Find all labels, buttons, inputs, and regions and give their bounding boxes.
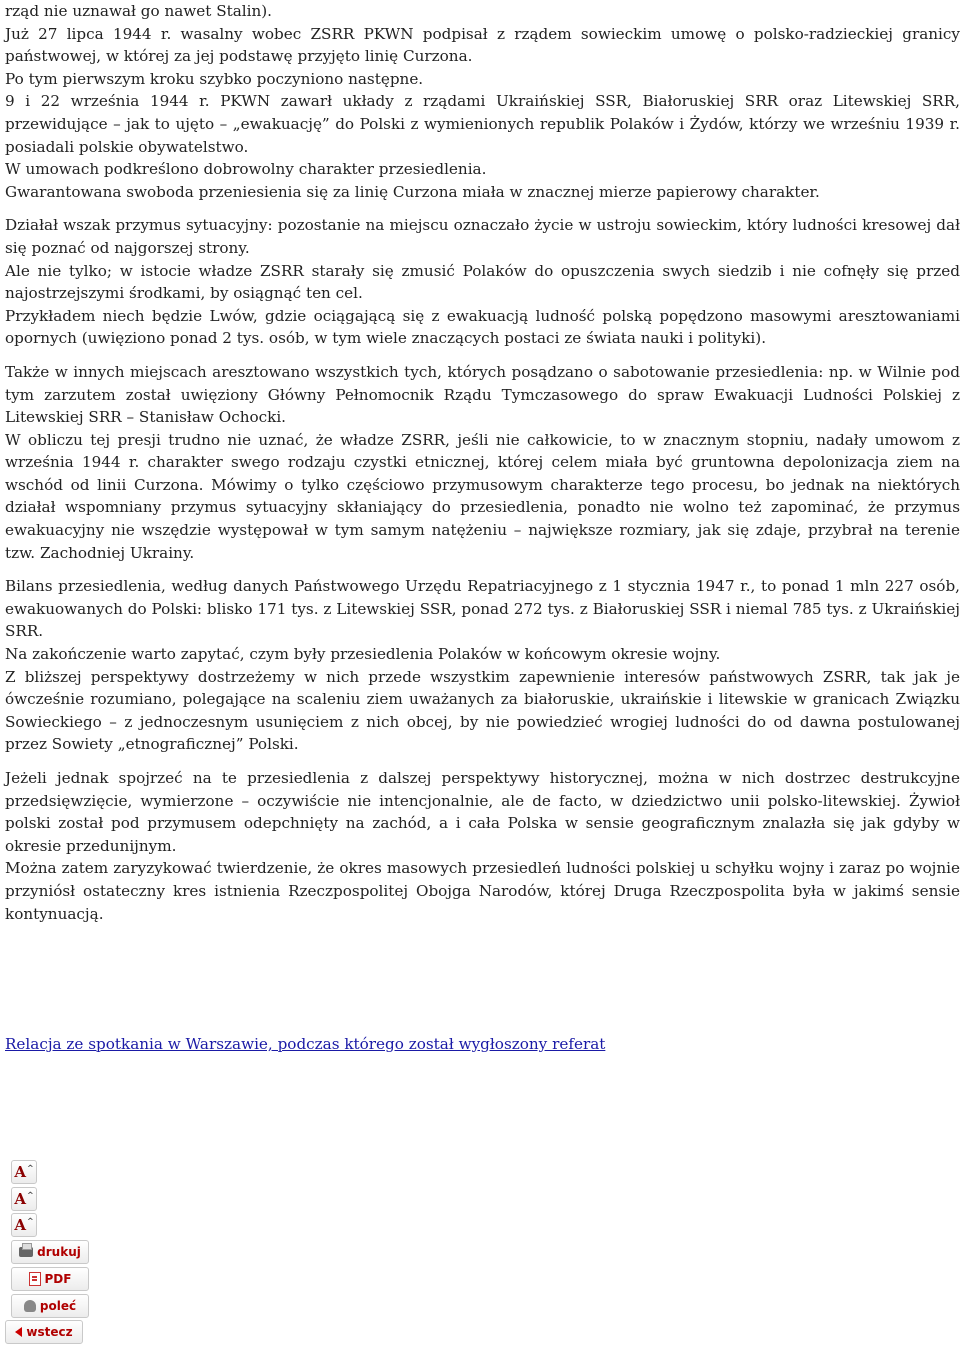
article-body	[5, 0, 960, 925]
article-paragraph: W obliczu tej presji trudno nie uznać, że władze ZSRR, jeśli nie całkowicie, to w znacznym stopniu, nadały umowom z września 1944 r. charakter swego rodzaju czystki etnicznej, której celem miała być gruntowna depolonizacja ziem na wschód od linii Curzona. Mówimy o tylko częściowo przymusowym charakterze tego procesu, bo jednak na niektórych działał wspomniany przymus sytuacyjny skłaniający do przesiedlenia, ponadto nie wolno też zapominać, że przymus ewakuacyjny nie wszędzie występował w tym samym natężeniu – największe rozmiary, jak się zdaje, przybrał na terenie tzw. Zachodniej Ukrainy.	[5, 430, 960, 562]
article-paragraph: Po tym pierwszym kroku szybko poczyniono następne.	[5, 69, 424, 88]
back-arrow-icon	[15, 1327, 22, 1337]
back-label: wstecz	[26, 1325, 73, 1339]
article-paragraph: Jeżeli jednak spojrzeć na te przesiedlenia z dalszej perspektywy historycznej, można w nich dostrzec destrukcyjne przedsięwzięcie, wymierzone – oczywiście nie intencjonalnie, ale de facto, w dziedzictwo unii polsko-litewskiej. Żywioł polski został pod przymusem odepchnięty na zachód, a i cała Polska w sensie geograficznym znalazła się jak gdyby w okresie przedunijnym.	[5, 769, 960, 855]
article-paragraph: Z bliższej perspektywy dostrzeżemy w nich przede wszystkim zapewnienie interesów państwowych ZSRR, tak jak je ówcześnie rozumiano, polegające na scaleniu ziem uważanych za białoruskie, ukraińskie i litewskie w granicach Związku Sowieckiego – z jednoczesnym usunięciem z nich obcej, by nie powiedzieć wrogiej ludności do od dawna postulowanej przez Sowiety „etnograficznej” Polski.	[5, 667, 960, 754]
article-paragraph: Można zatem zaryzykować twierdzenie, że okres masowych przesiedleń ludności polskiej u schyłku wojny i zaraz po wojnie przyniósł ostateczny kres istnienia Rzeczpospolitej Obojga Narodów, której Druga Rzeczpospolita była w jakimś sensie kontynuacją.	[5, 859, 960, 923]
article-paragraph: Ale nie tylko; w istocie władze ZSRR starały się zmusić Polaków do opuszczenia swych siedzib i nie cofnęły się przed najostrzejszymi środkami, by osiągnąć ten cel.	[5, 261, 960, 303]
font-size-large-button[interactable]	[11, 1213, 37, 1237]
back-button[interactable]	[5, 1320, 83, 1344]
article-paragraph: Bilans przesiedlenia, według danych Państwowego Urzędu Repatriacyjnego z 1 stycznia 1947 r., to ponad 1 mln 227 osób, ewakuowanych do Polski: blisko 171 tys. z Litewskiej SSR, ponad 272 tys. z Białoruskiej SSR i niemal 785 tys. z Ukraińskiej SRR.	[5, 577, 960, 641]
pdf-label: PDF	[44, 1272, 72, 1286]
article-paragraph: W umowach podkreślono dobrowolny charakter przesiedlenia.	[5, 160, 487, 179]
article-paragraph: Przykładem niech będzie Lwów, gdzie ociągającą się z ewakuacją ludność polską popędzono masowymi aresztowaniami opornych (uwięziono ponad 2 tys. osób, w tym wiele znaczących postaci ze świata nauki i polityki).	[5, 306, 960, 348]
report-link[interactable]: Relacja ze spotkania w Warszawie, podczas którego został wygłoszony referat	[5, 1035, 606, 1053]
font-size-small-button[interactable]	[11, 1160, 37, 1184]
article-paragraph: Już 27 lipca 1944 r. wasalny wobec ZSRR PKWN podpisał z rządem sowieckim umowę o polsko-radzieckiej granicy państwowej, w której za jej podstawę przyjęto linię Curzona.	[5, 24, 960, 66]
pdf-button[interactable]	[11, 1267, 89, 1291]
article-paragraph: Także w innych miejscach aresztowano wszystkich tych, których posądzano o sabotowanie przesiedlenia: np. w Wilnie pod tym zarzutem został uwięziony Główny Pełnomocnik Rządu Tymczasowego do spraw Ewakuacji Ludności Polskiej z Litewskiej SRR – Stanisław Ochocki.	[5, 362, 960, 427]
font-size-icon: A^	[14, 1216, 34, 1234]
font-size-icon: A^	[14, 1190, 34, 1208]
print-label: drukuj	[37, 1245, 81, 1259]
article-paragraph: Działał wszak przymus sytuacyjny: pozostanie na miejscu oznaczało życie w ustroju sowieckim, który ludności kresowej dał się poznać od najgorszej strony.	[5, 216, 960, 257]
recommend-button[interactable]	[11, 1294, 89, 1318]
print-button[interactable]	[11, 1240, 89, 1264]
article-paragraph: 9 i 22 września 1944 r. PKWN zawarł układy z rządami Ukraińskiej SSR, Białoruskiej SRR oraz Litewskiej SRR, przewidujące – jak to ujęto – „ewakuację” do Polski z wymienionych republik Polaków i Żydów, którzy we wrześniu 1939 r. posiadali polskie obywatelstwo.	[5, 92, 960, 156]
user-icon	[24, 1300, 36, 1312]
font-size-medium-button[interactable]	[11, 1187, 37, 1211]
font-size-icon: A^	[14, 1163, 34, 1181]
article-paragraph: Gwarantowana swoboda przeniesienia się za linię Curzona miała w znacznej mierze papierowy charakter.	[5, 182, 820, 201]
pdf-icon	[29, 1272, 41, 1286]
article-paragraph: rząd nie uznawał go nawet Stalin).	[5, 2, 273, 20]
printer-icon	[19, 1247, 33, 1257]
recommend-label: poleć	[39, 1299, 77, 1313]
article-paragraph: Na zakończenie warto zapytać, czym były przesiedlenia Polaków w końcowym okresie wojny.	[5, 645, 721, 664]
